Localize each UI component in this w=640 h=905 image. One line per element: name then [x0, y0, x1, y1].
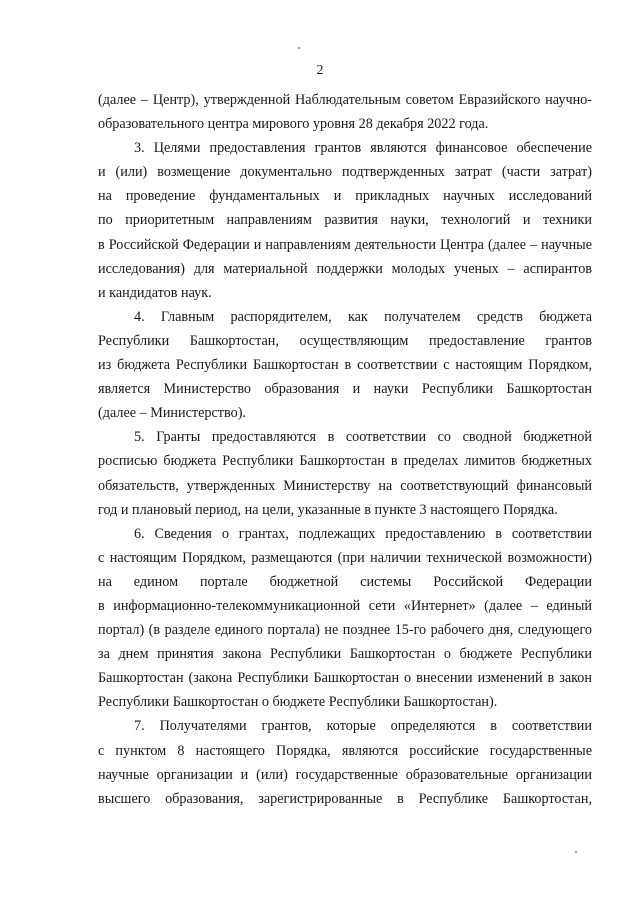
text-line: высшего образования, зарегистрированные в Республике Башкортостан, [98, 790, 592, 807]
paragraph-continuation [98, 88, 592, 136]
text-line: с пунктом 8 настоящего Порядка, являются российские государственные [98, 742, 592, 759]
text-line: год и плановый период, на цели, указанные в пункте 3 настоящего Порядка. [98, 501, 558, 518]
text-line: в Российской Федерации и направлениям деятельности Центра (далее – научные [98, 236, 592, 253]
text-line: 6. Сведения о грантах, подлежащих предоставлению в соответствии [134, 525, 592, 542]
text-line: научные организации и (или) государственные образовательные организации [98, 766, 592, 783]
text-line: с настоящим Порядком, размещаются (при наличии технической возможности) [98, 549, 592, 566]
paragraph-item-7 [98, 714, 592, 810]
text-line: является Министерство образования и науки Республики Башкортостан [98, 381, 592, 398]
document-body [98, 88, 592, 811]
text-line: и кандидатов наук. [98, 284, 212, 301]
scan-speck [298, 47, 300, 49]
text-line: из бюджета Республики Башкортостан в соответствии с настоящим Порядком, [98, 357, 592, 374]
text-line: образовательного центра мирового уровня 28 декабря 2022 года. [98, 116, 489, 133]
text-line: исследования) для материальной поддержки молодых ученых – аспирантов [98, 260, 592, 277]
text-line: Республики Башкортостан о бюджете Республики Башкортостан). [98, 694, 498, 711]
paragraph-item-3 [98, 136, 592, 305]
text-line: (далее – Министерство). [98, 405, 246, 422]
paragraph-item-6 [98, 522, 592, 715]
text-line: обязательств, утвержденных Министерству на соответствующий финансовый [98, 477, 592, 494]
text-line: на проведение фундаментальных и прикладных научных исследований [98, 188, 592, 205]
text-line: 7. Получателями грантов, которые определяются в соответствии [134, 718, 592, 735]
text-line: портал) (в разделе единого портала) не позднее 15-го рабочего дня, следующего [98, 622, 592, 639]
text-line: росписью бюджета Республики Башкортостан в пределах лимитов бюджетных [98, 453, 592, 470]
scan-speck [575, 851, 577, 853]
paragraph-item-5 [98, 425, 592, 521]
page-number: 2 [316, 63, 324, 78]
text-line: на едином портале бюджетной системы Российской Федерации [98, 573, 592, 590]
text-line: 5. Гранты предоставляются в соответствии со сводной бюджетной [134, 429, 592, 446]
text-line: по приоритетным направлениям развития науки, технологий и техники [98, 212, 592, 229]
text-line: Республики Башкортостан, осуществляющим предоставление грантов [98, 332, 592, 349]
text-line: 3. Целями предоставления грантов являются финансовое обеспечение [134, 140, 592, 157]
text-line: в информационно-телекоммуникационной сети «Интернет» (далее – единый [98, 597, 592, 614]
text-line: за днем принятия закона Республики Башкортостан о бюджете Республики [98, 646, 592, 663]
paragraph-item-4 [98, 305, 592, 425]
text-line: (далее – Центр), утвержденной Наблюдательным советом Евразийского научно- [98, 92, 592, 108]
text-line: и (или) возмещение документально подтвержденных затрат (части затрат) [98, 164, 592, 181]
text-line: Башкортостан (закона Республики Башкортостан о внесении изменений в закон [98, 670, 592, 687]
text-line: 4. Главным распорядителем, как получателем средств бюджета [134, 308, 592, 325]
